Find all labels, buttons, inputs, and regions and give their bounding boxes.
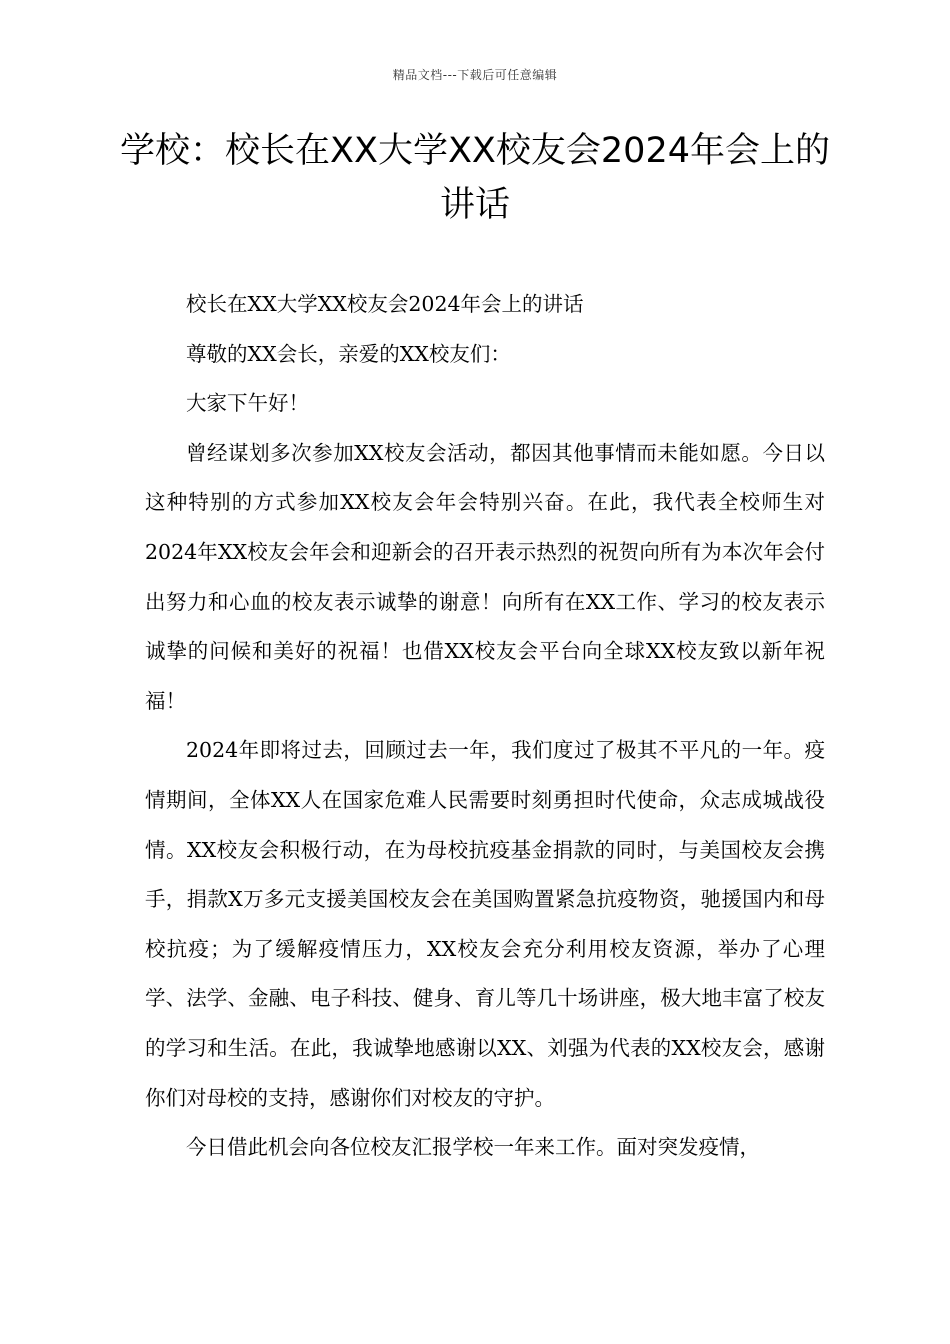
paragraph-body-2: 2024年即将过去，回顾过去一年，我们度过了极其不平凡的一年。疫情期间，全体XX人在国家危难人民需要时刻勇担时代使命，众志成城战役情。XX校友会积极行动，在为母校抗疫基金捐款的同时，与美国校友会携手，捐款X万多元支援美国校友会在美国购置紧急抗疫物资，驰援国内和母校抗疫；为了缓解疫情压力，XX校友会充分利用校友资源，举办了心理学、法学、金融、电子科技、健身、育儿等几十场讲座，极大地丰富了校友的学习和生活。在此，我诚挚地感谢以XX、刘强为代表的XX校友会，感谢你们对母校的支持，感谢你们对校友的守护。 bbox=[145, 738, 825, 1110]
paragraph-greeting: 大家下午好！ bbox=[186, 391, 309, 416]
document-body bbox=[145, 280, 825, 1173]
document-title: 学校：校长在XX大学XX校友会2024年会上的讲话 bbox=[120, 131, 830, 225]
paragraph-subtitle: 校长在XX大学XX校友会2024年会上的讲话 bbox=[186, 292, 584, 316]
paragraph-body-3: 今日借此机会向各位校友汇报学校一年来工作。面对突发疫情， bbox=[186, 1135, 760, 1160]
header-note: 精品文档---下载后可任意编辑 bbox=[392, 68, 558, 82]
paragraph-body-1: 曾经谋划多次参加XX校友会活动，都因其他事情而未能如愿。今日以这种特别的方式参加XX校友会年会特别兴奋。在此，我代表全校师生对2024年XX校友会年会和迎新会的召开表示热烈的祝贺向所有为本次年会付出努力和心血的校友表示诚挚的谢意！向所有在XX工作、学习的校友表示诚挚的问候和美好的祝福！也借XX校友会平台向全球XX校友致以新年祝福！ bbox=[145, 440, 825, 713]
paragraph-salutation: 尊敬的XX会长，亲爱的XX校友们： bbox=[186, 341, 511, 366]
